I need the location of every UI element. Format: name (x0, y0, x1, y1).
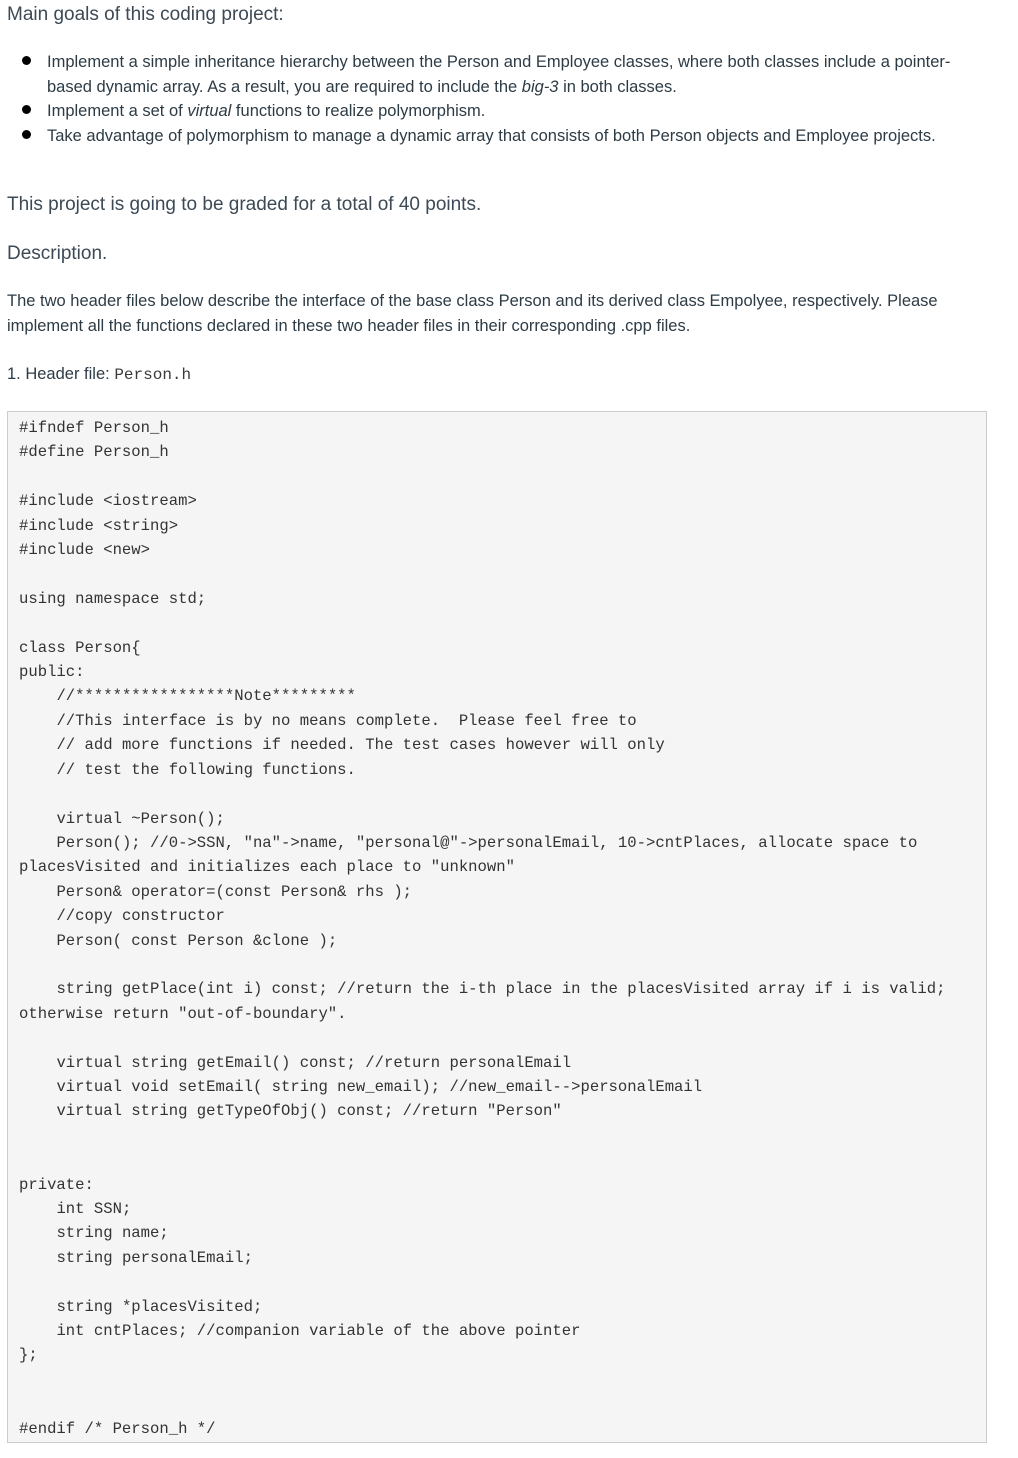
goal-item (0, 99, 1018, 124)
code-line: #include <string> (19, 516, 179, 535)
file-name-code: Person.h (114, 366, 192, 384)
goal-emphasis: big-3 (521, 77, 559, 96)
code-line: virtual string getEmail() const; //return personalEmail (19, 1053, 572, 1072)
code-line: #include <new> (19, 541, 151, 560)
code-line: public: (19, 663, 85, 682)
code-line: int SSN; (19, 1200, 132, 1218)
code-line: string personalEmail; (19, 1248, 253, 1267)
goal-text: functions to realize polymorphism. (231, 102, 486, 120)
goal-text: Take advantage of polymorphism to manage a dynamic array that consists of both Person objects and Employee projects. (47, 126, 936, 145)
code-line: //copy constructor (19, 907, 225, 926)
code-line: virtual ~Person(); (19, 809, 225, 828)
code-line: virtual string getTypeOfObj() const; //return "Person" (19, 1102, 562, 1121)
code-line: // add more functions if needed. The test cases however will only (19, 736, 665, 755)
goal-emphasis: virtual (187, 102, 232, 120)
description-paragraph: The two header files below describe the interface of the base class Person and its derived class Empolyee, respectively. Please implement all the functions declared in these two header files in their corresponding .cpp files. (7, 292, 938, 335)
code-line: using namespace std; (19, 589, 207, 608)
description-heading: Description. (7, 243, 108, 264)
code-line: string *placesVisited; (19, 1297, 263, 1316)
goals-list (0, 50, 1018, 148)
goal-text: in both classes. (558, 77, 677, 96)
code-line: // test the following functions. (19, 760, 356, 779)
code-line: }; (19, 1346, 38, 1365)
grading-note: This project is going to be graded for a total of 40 points. (7, 194, 482, 215)
code-line: Person& operator=(const Person& rhs ); (19, 882, 413, 901)
file-heading (7, 363, 191, 386)
code-line: #endif /* Person_h */ (19, 1419, 216, 1438)
code-line: Person( const Person &clone ); (19, 931, 338, 950)
code-line: int cntPlaces; //companion variable of the above pointer (19, 1322, 581, 1341)
bullet-icon (22, 56, 31, 65)
goal-text: Implement a set of (47, 102, 188, 120)
code-line: class Person{ (19, 638, 141, 657)
goal-item (0, 124, 1018, 149)
bullet-icon (22, 105, 31, 114)
code-line: string getPlace(int i) const; //return the i-th place in the placesVisited array if i is valid; otherwise return "out-of-boundary". (19, 980, 955, 1023)
code-line: virtual void setEmail( string new_email); //new_email-->personalEmail (19, 1077, 703, 1096)
file-heading-label: 1. Header file: (7, 365, 115, 383)
code-line: //*****************Note********* (19, 687, 356, 706)
code-line: //This interface is by no means complete. Please feel free to (19, 711, 637, 730)
code-line: #define Person_h (19, 443, 169, 462)
code-block (7, 411, 987, 1443)
goals-heading: Main goals of this coding project: (7, 4, 284, 25)
goal-text: Implement a simple inheritance hierarchy between the Person and Employee classes, where both classes include a pointer-based dynamic array. As a result, you are required to include the (47, 53, 951, 96)
code-listing (19, 416, 979, 1441)
code-line: private: (19, 1175, 94, 1194)
bullet-icon (22, 130, 31, 139)
code-line: #include <iostream> (19, 492, 197, 511)
code-line: #ifndef Person_h (19, 419, 169, 437)
goal-item (0, 50, 1018, 99)
code-line: Person(); //0->SSN, "na"->name, "personal@"->personalEmail, 10->cntPlaces, allocate space to placesVisited and initializes each place to "unknown" (19, 833, 927, 877)
code-line: string name; (19, 1224, 169, 1243)
